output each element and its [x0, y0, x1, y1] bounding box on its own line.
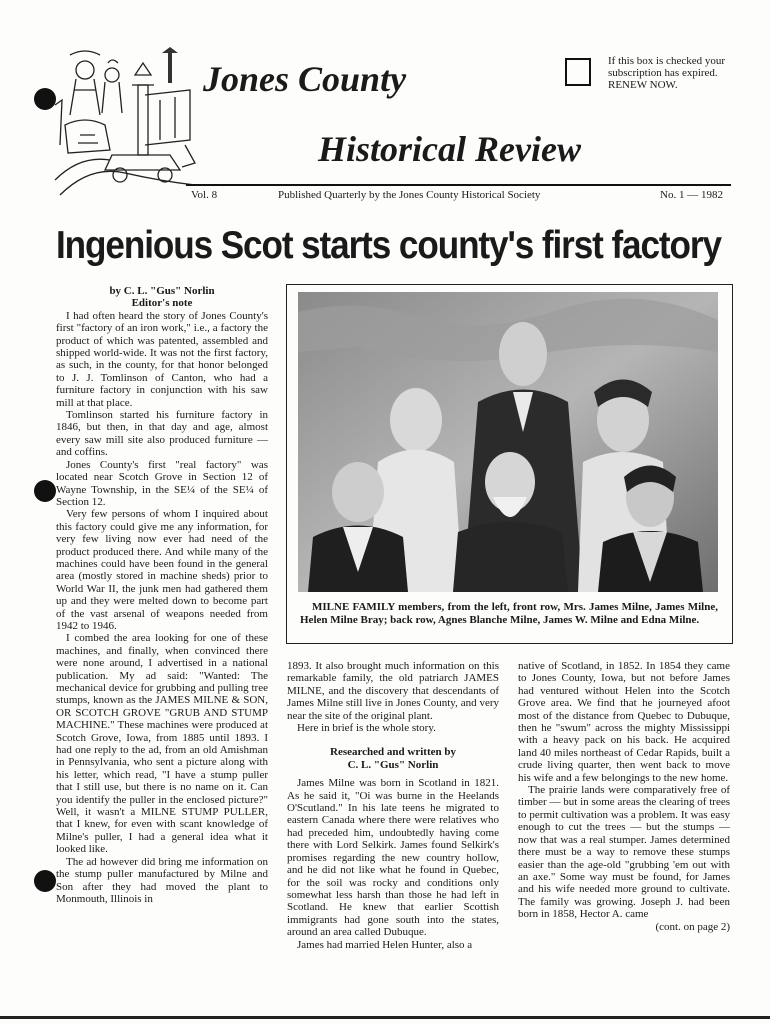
paragraph: Jones County's first "real factory" was located near Scotch Grove in Section 12 of Wayne Township, in the SE¼ of the SE¼ of Section 12.	[56, 458, 268, 508]
article-column-1	[56, 285, 268, 905]
researched-by-label: Researched and written by	[330, 746, 456, 759]
punch-hole	[34, 480, 56, 502]
article-column-3	[518, 660, 730, 933]
article-column-2	[287, 660, 499, 951]
paragraph: native of Scotland, in 1852. In 1854 they came to Jones County, Iowa, but not before James had ventured without Helen into the Scotch Grove area. We find that he journeyed afoot most of the distance from Quebec to Dubuque, then he "swum" across the mighty Mississippi with a heavy pack on his back. He acquired land 40 miles northeast of Cedar Rapids, built a crude living quarter, then went back to move his wife and a few belongings to the new home.	[518, 660, 730, 784]
volume-label: Vol. 8	[191, 189, 218, 201]
paragraph: 1893. It also brought much information on this remarkable family, the old patriarch JAMES MILNE, and the discovery that descendants of James Milne still live in Jones County, and very near the site of the original plant.	[287, 660, 499, 722]
paragraph: James had married Helen Hunter, also a	[297, 938, 473, 951]
publisher-line: Published Quarterly by the Jones County Historical Society	[278, 189, 541, 201]
paragraph: The ad however did bring me information on the stump puller manufactured by Milne and Son after they had moved the plant to Monmouth, Illinois in	[56, 855, 268, 905]
paragraph: The prairie lands were comparatively free of timber — but in some areas the clearing of trees to permit cultivation was a problem. It was easy enough to cut the trees — but the stumps — now that was a real stumper. James determined there must be a way to remove these stumps easier than the age-old "grubbing 'em out with an axe." Some way must be found, for James and his wife needed more ground to cultivate. The family was growing. Joseph J. had been born in 1858, Hector A. came	[518, 784, 730, 921]
editors-note-heading: Editor's note	[131, 297, 193, 310]
paragraph: I combed the area looking for one of these machines, and finally, when convinced there were none around, I advertised in a national publication. My ad said: "Wanted: The mechanical device for grubbing and pulling tree stumps, known as the JAMES MILNE & SON, OR SCOTCH GROVE "GRUB AND STUMP MACHINE." These machines were produced at Scotch Grove, Iowa, from 1885 until 1893. I had one reply to the ad, from an old Amishman in Pennsylvania, who sent a picture along with his letter, which read, "I have a stump puller that I still use, but there is no name on it. Can you identify the puller in the enclosed picture?" Well, it wasn't a MILNE STUMP PULLER, that I knew, for even with scant knowledge of Milne's puller, I had a general idea what it looked like.	[56, 632, 268, 856]
masthead-rule	[186, 184, 731, 186]
masthead-illustration	[50, 45, 200, 200]
paragraph: Very few persons of whom I inquired about this factory could give me any information, for very few living now ever had need of the product produced there. And while many of the machines could have been found in the general area (mostly stored in machine sheds) prior to World War II, the junk men had gathered them up and they were melted down to become part of the vast arsenal of weapons needed from 1942 to 1946.	[56, 508, 268, 632]
issue-label: No. 1 — 1982	[660, 189, 723, 201]
paragraph: Here in brief is the whole story.	[297, 722, 436, 735]
photo-caption: MILNE FAMILY members, from the left, front row, Mrs. James Milne, James Milne, Helen Milne Bray; back row, Agnes Blanche Milne, James W. Milne and Edna Milne.	[300, 601, 718, 626]
subscription-note: If this box is checked your subscription has expired. RENEW NOW.	[608, 55, 725, 91]
bottom-rule	[0, 1016, 770, 1019]
masthead-title-line1: Jones County	[203, 59, 407, 99]
paragraph: James Milne was born in Scotland in 1821. As he said it, "Oi was burne in the Heelands O'Scutland." In his late teens he migrated to eastern Canada where there were relatives who had preceded him, undoubtedly having come there with Lord Selkirk. James found Selkirk's promises regarding the new country hollow, and he did not like what he found in Quebec, for the soil was rocky and conditions only somewhat less harsh than those he had left in Scotland. He knew that earlier Scottish immigrants had gone south into the states, around an area called Dubuque.	[287, 777, 499, 939]
paragraph: Tomlinson started his furniture factory in 1846, but then, in that day and age, almost every saw mill site also produced furniture — and coffins.	[56, 409, 268, 459]
continued-note: (cont. on page 2)	[655, 920, 730, 933]
masthead-title-line2: Historical Review	[318, 129, 581, 169]
researched-by-author: C. L. "Gus" Norlin	[347, 758, 439, 771]
paragraph: I had often heard the story of Jones County's first "factory of an iron work," i.e., a factory the product of which was patented, assembled and shipped world-wide. It was not the first factory, as such, in the county, for that honor belonged to J. J. Tomlinson of Canton, who had a furniture factory in conjunction with his saw mill at that place.	[56, 309, 268, 409]
family-photo	[298, 292, 718, 592]
punch-hole	[34, 870, 56, 892]
byline: by C. L. "Gus" Norlin	[109, 285, 215, 297]
subscription-checkbox[interactable]	[565, 58, 591, 86]
article-headline: Ingenious Scot starts county's first factory	[56, 224, 721, 267]
